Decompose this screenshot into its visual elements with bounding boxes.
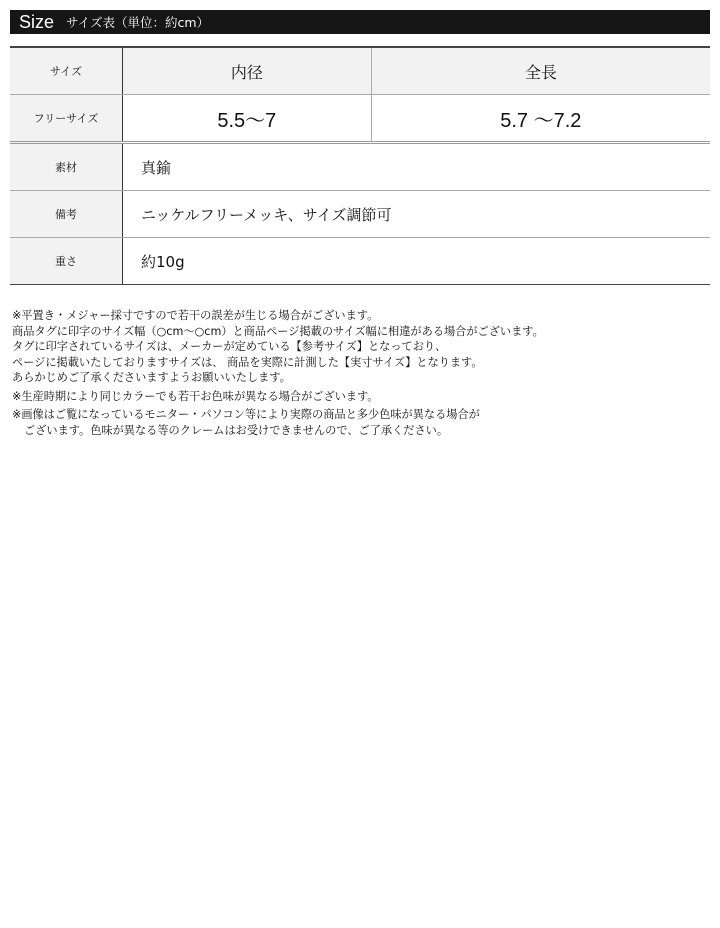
note-line: ※平置き・メジャー採寸ですので若干の誤差が生じる場合がございます。 (12, 309, 379, 322)
header-cell: 内径 (123, 47, 372, 95)
note-line: 商品タグに印字のサイズ幅（○cm〜○cm）と商品ページ掲載のサイズ幅に相違がある場合がございます。 (12, 324, 544, 338)
size-table (10, 46, 710, 285)
table-row (10, 238, 710, 285)
note-line: ございます。色味が異なる等のクレームはお受けできませんので、ご了承ください。 (24, 423, 449, 437)
size-header-bar (10, 10, 710, 34)
row-value: 約10g (123, 238, 711, 285)
row-label: 重さ (10, 238, 123, 285)
table-header-row (10, 47, 710, 95)
note-line: ※生産時期により同じカラーでも若干お色味が異なる場合がございます。 (12, 389, 379, 403)
note-line: あらかじめご了承くださいますようお願いいたします。 (12, 371, 291, 384)
note-line: ページに掲載いたしておりますサイズは、 商品を実際に計測した【実寸サイズ】となります。 (12, 355, 483, 369)
row-value: ニッケルフリーメッキ、サイズ調節可 (123, 191, 711, 238)
notes (12, 308, 544, 438)
table-row (10, 191, 710, 238)
size-heading: Size (19, 11, 55, 32)
row-value: 真鍮 (123, 143, 711, 191)
row-label: フリーサイズ (10, 95, 123, 143)
table-row (10, 143, 710, 191)
table-row (10, 95, 710, 143)
total-length-value: 5.7 〜7.2 (371, 95, 710, 143)
header-cell: 全長 (371, 47, 710, 95)
note-line: タグに印字されているサイズは、メーカーが定めている【参考サイズ】となっており、 (12, 340, 447, 353)
row-label: 備考 (10, 191, 123, 238)
size-table-title: サイズ表（単位：約cm） (66, 15, 210, 30)
note-line: ※画像はご覧になっているモニター・パソコン等により実際の商品と多少色味が異なる場合が (12, 408, 480, 421)
row-label: 素材 (10, 143, 123, 191)
header-cell: サイズ (10, 47, 123, 95)
inner-diameter-value: 5.5〜7 (123, 95, 372, 143)
